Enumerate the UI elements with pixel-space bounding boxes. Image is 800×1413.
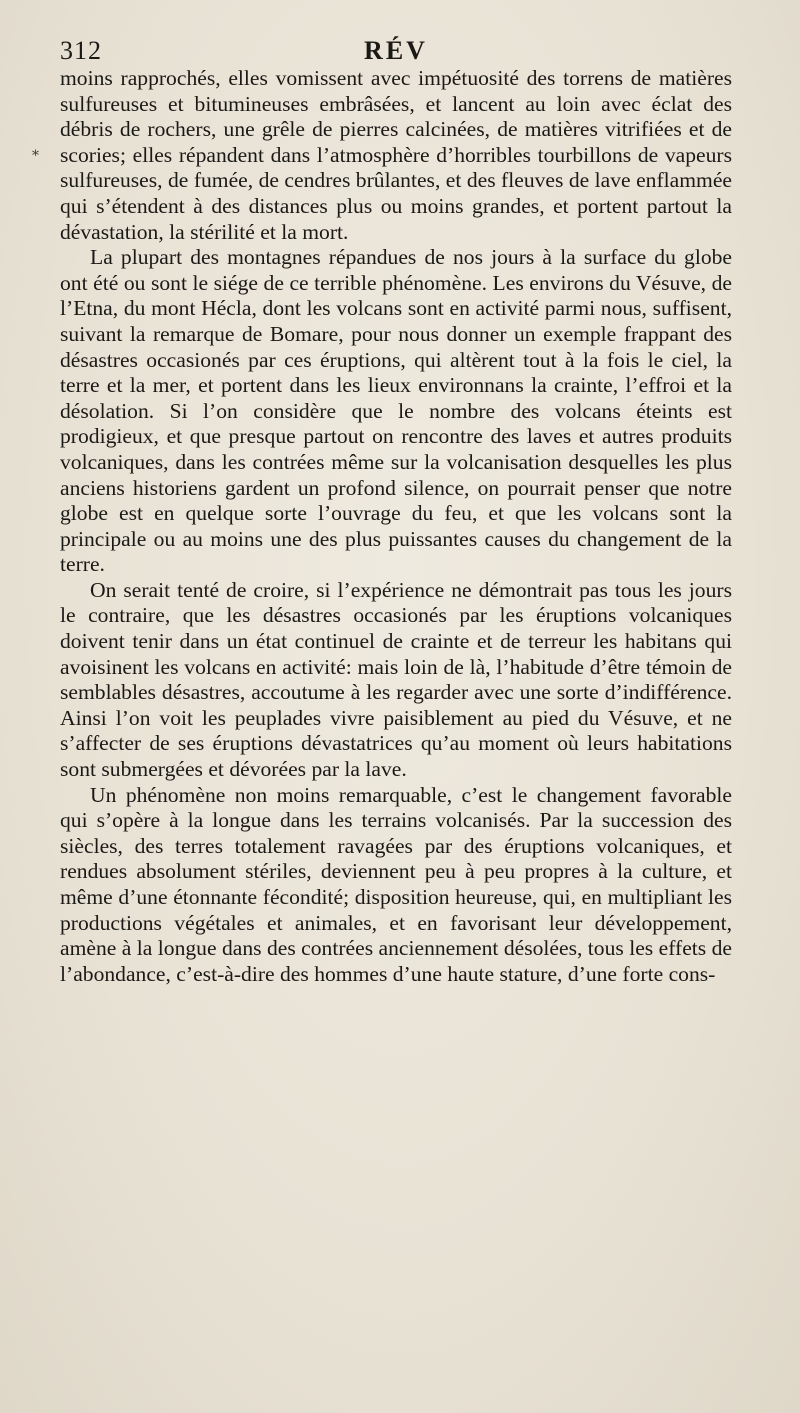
running-head: RÉV xyxy=(364,36,428,65)
paragraph-habituation: On serait tenté de croire, si l’expérience ne démontrait pas tous les jours le contraire, que les désastres occasionés par les éruptions volcaniques doivent tenir dans un état continuel de crainte et de terreur les habitans qui avoisinent les volcans en activité: mais loin de là, l’habitude d’être témoin de semblables désastres, accoutume à les regarder avec une sorte d’indifférence. Ainsi l’on voit les peuplades vivre paisiblement au pied du Vésuve, et ne s’affecter de ses éruptions dévastatrices qu’au moment où leurs habitations sont submergées et dévorées par la lave. xyxy=(60,577,732,782)
margin-mark: * xyxy=(32,148,39,164)
paragraph-continuation: moins rapprochés, elles vomissent avec impétuosité des torrens de matières sulfureuses et bitumineuses embrâsées, et lancent au loin avec éclat des débris de rochers, une grêle de pierres calcinées, de matières vitrifiées et de scories; elles répandent dans l’atmosphère d’horribles tourbillons de vapeurs sulfureuses, de fumée, de cendres brûlantes, et des fleuves de lave enflammée qui s’étendent à des distances plus ou moins grandes, et portent partout la dévastation, la stérilité et la mort. xyxy=(60,66,732,244)
paragraph-fertility: Un phénomène non moins remarquable, c’est le changement favorable qui s’opère à la longue dans les terrains volcanisés. Par la succession des siècles, des terres totalement ravagées par des éruptions volcaniques, et rendues absolument stériles, deviennent peu à peu propres à la culture, et même d’une étonnante fécondité; disposition heureuse, qui, en multipliant les productions végétales et animales, et en favorisant leur développement, amène à la longue dans des contrées anciennement désolées, tous les effets de l’abondance, c’est-à-dire des hommes d’une haute stature, d’une forte cons- xyxy=(60,782,732,986)
paragraph-volcanoes: La plupart des montagnes répandues de nos jours à la surface du globe ont été ou sont le siége de ce terrible phénomène. Les environs du Vésuve, de l’Etna, du mont Hécla, dont les volcans sont en activité parmi nous, suffisent, suivant la remarque de Bomare, pour nous donner un exemple frappant des désastres occasionés par ces éruptions, qui altèrent tout à la fois le ciel, la terre et la mer, et portent dans les lieux environnans la crainte, l’effroi et la désolation. Si l’on considère que le nombre des volcans éteints est prodigieux, et que presque partout on rencontre des laves et autres produits volcaniques, dans les contrées même sur la volcanisation desquelles les plus anciens historiens gardent un profond silence, on pourrait penser que notre globe est en quelque sorte l’ouvrage du feu, et que les volcans sont la principale ou au moins une des plus puissantes causes du changement de la terre. xyxy=(60,245,732,577)
body-text xyxy=(60,66,732,987)
page-number: 312 xyxy=(60,36,102,65)
